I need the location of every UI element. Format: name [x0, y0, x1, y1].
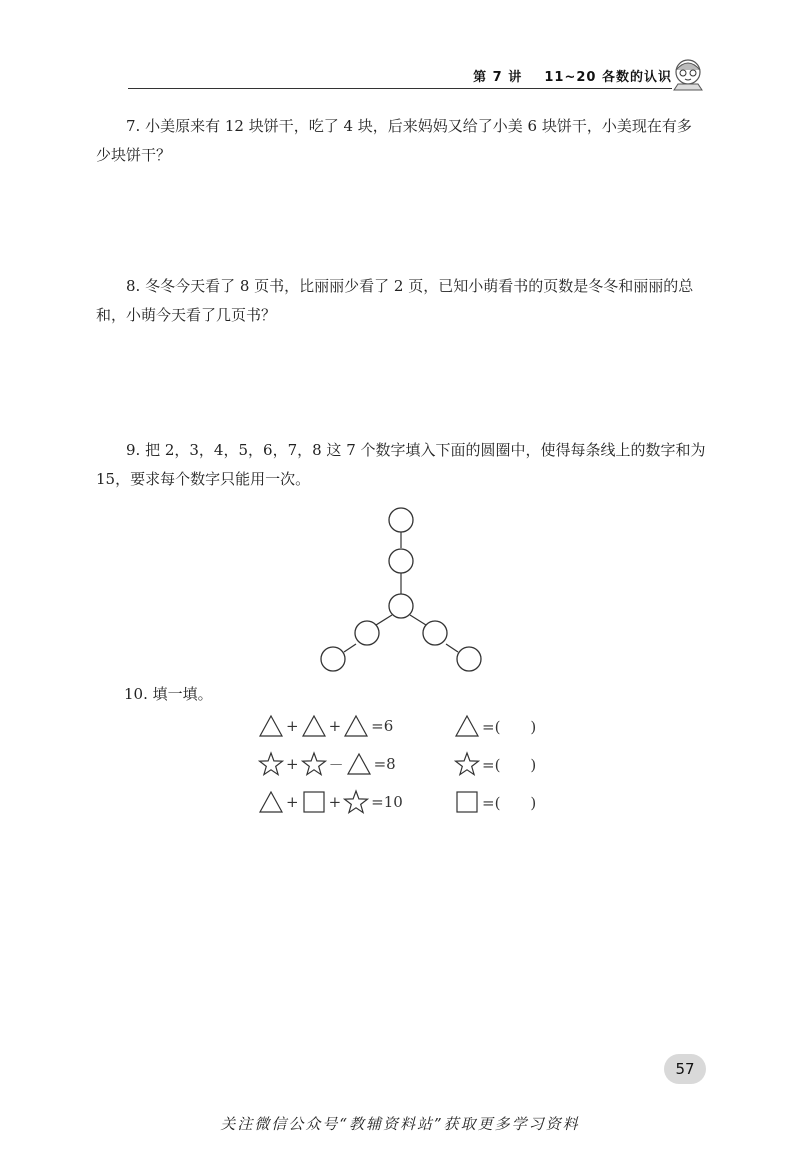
equation-expression [258, 748, 398, 780]
answer-blank[interactable] [454, 748, 538, 780]
question-10-title: 10. 填一填。 [124, 685, 213, 703]
triangle-icon [346, 751, 372, 777]
answer-parentheses[interactable]: =( ) [482, 717, 537, 736]
page-header [0, 62, 800, 102]
equation-operator: － [328, 755, 344, 774]
diagram-circle[interactable] [389, 594, 413, 618]
diagram-circle[interactable] [389, 508, 413, 532]
triangle-icon [258, 713, 284, 739]
star-icon [343, 789, 369, 815]
equation-expression [258, 786, 405, 818]
answer-parentheses[interactable]: =( ) [482, 793, 537, 812]
question-7 [96, 112, 706, 170]
chapter-number: 第 7 讲 [473, 70, 523, 85]
triangle-icon [454, 713, 480, 739]
question-9-text: 9. 把 2，3，4，5，6，7，8 这 7 个数字填入下面的圆圈中，使得每条线上的数字和为 15，要求每个数字只能用一次。 [96, 441, 706, 488]
question-9 [96, 436, 706, 494]
diagram-circle[interactable] [457, 647, 481, 671]
triangle-icon [343, 713, 369, 739]
square-icon [301, 789, 327, 815]
star-icon [258, 751, 284, 777]
answer-parentheses[interactable]: =( ) [482, 755, 537, 774]
answer-blank[interactable] [454, 786, 538, 818]
chapter-title [473, 66, 672, 85]
question-7-text: 7. 小美原来有 12 块饼干，吃了 4 块，后来妈妈又给了小美 6 块饼干，小美现在有多少块饼干？ [96, 117, 692, 164]
diagram-circle[interactable] [423, 621, 447, 645]
diagram-circle[interactable] [321, 647, 345, 671]
answer-blank[interactable] [454, 710, 538, 742]
question-8 [96, 272, 706, 330]
equation-operator: + [286, 755, 299, 773]
equation-operator: =10 [371, 793, 403, 811]
equation-operator: =6 [371, 717, 394, 735]
footer-note: 关注微信公众号“教辅资料站”获取更多学习资料 [220, 1115, 580, 1133]
page-number: 57 [664, 1054, 706, 1084]
triangle-icon [258, 789, 284, 815]
star-icon [454, 751, 480, 777]
equation-expression [258, 710, 395, 742]
mascot-icon [668, 54, 708, 94]
circle-diagram [310, 496, 490, 681]
equation-operator: =8 [373, 755, 396, 773]
equation-operator: + [328, 717, 342, 735]
square-icon [454, 789, 480, 815]
equation-operator: + [286, 793, 299, 811]
question-8-text: 8. 冬冬今天看了 8 页书，比丽丽少看了 2 页，已知小萌看书的页数是冬冬和丽丽的总和，小萌今天看了几页书？ [96, 277, 694, 324]
diagram-circle[interactable] [389, 549, 413, 573]
equation-operator: + [328, 793, 342, 811]
equation-operator: + [286, 717, 299, 735]
chapter-topic: 11~20 各数的认识 [544, 70, 672, 85]
triangle-icon [301, 713, 327, 739]
header-rule [128, 88, 672, 89]
star-icon [301, 751, 327, 777]
diagram-circle[interactable] [355, 621, 379, 645]
